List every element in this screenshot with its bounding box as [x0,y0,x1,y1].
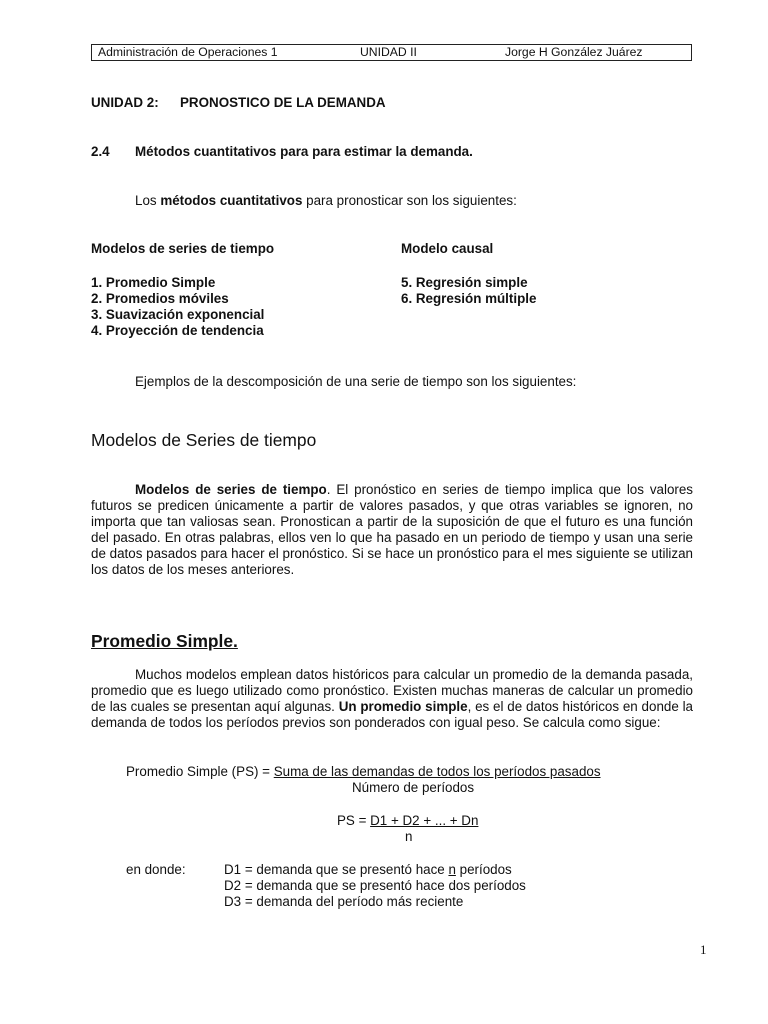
list-item: 6. Regresión múltiple [401,291,537,306]
list-item: 2. Promedios móviles [91,291,229,306]
section-number: 2.4 [91,144,110,159]
list-item: 4. Proyección de tendencia [91,323,264,338]
definition-d2: D2 = demanda que se presentó hace dos períodos [224,878,526,893]
formula2-denominator: n [405,829,413,844]
series-heading: Modelos de Series de tiempo [91,430,317,450]
formula1-denominator: Número de períodos [352,780,475,795]
list-item: 1. Promedio Simple [91,275,216,290]
intro-text: Los métodos cuantitativos para pronosticar son los siguientes: [135,193,517,208]
page-header [91,44,692,61]
col2-heading: Modelo causal [401,241,494,256]
examples-line: Ejemplos de la descomposición de una serie de tiempo son los siguientes: [135,374,577,389]
where-label: en donde: [126,862,186,877]
series-paragraph: Modelos de series de tiempo. El pronóstico en series de tiempo implica que los valores futuros se predicen únicamente a partir de valores pasados, y que otras variables se ignoren, no importa que tan valiosas sean. Pronostican a partir de la suposición de que el futuro es una función del pasado. En otras palabras, ellos ven lo que ha pasado en un periodo de tiempo y usan una serie de datos pasados para hacer el pronóstico. Si se hace un pronóstico para el mes siguiente se utilizan los datos de los meses anteriores. [91,482,694,577]
unit-label: UNIDAD 2: [91,95,159,110]
intro-bold: métodos cuantitativos [160,193,303,208]
list-item: 3. Suavización exponencial [91,307,265,322]
page-number: 1 [700,942,707,957]
simple-paragraph: Muchos modelos emplean datos históricos para calcular un promedio de la demanda pasada, promedio que es luego utilizado como pronóstico. Existen muchas maneras de calcular un promedio de las cuales se presentan aquí algunas. Un promedio simple, es el de datos históricos en donde la demanda de todos los períodos previos son ponderados con igual peso. Se calcula como sigue: [91,667,694,730]
formula2-numerator: D1 + D2 + ... + Dn [370,813,479,828]
formula-simple-average: Promedio Simple (PS) = Suma de las demandas de todos los períodos pasados [126,764,601,779]
unit-title: PRONOSTICO DE LA DEMANDA [180,95,386,110]
method-list-causal [401,275,536,307]
list-item: 5. Regresión simple [401,275,528,290]
method-list-time-series [91,275,264,339]
col1-heading: Modelos de series de tiempo [91,241,275,256]
header-author: Jorge H González Juárez [505,45,643,59]
formula1-numerator: Suma de las demandas de todos los períodos pasados [273,764,601,779]
header-unit: UNIDAD II [360,45,417,59]
section-title: Métodos cuantitativos para para estimar la demanda. [135,144,473,159]
definition-d1: D1 = demanda que se presentó hace n períodos [224,862,512,877]
header-course: Administración de Operaciones 1 [98,45,278,59]
simple-heading: Promedio Simple. [91,631,238,651]
definition-d3: D3 = demanda del período más reciente [224,894,464,909]
formula-ps: PS = D1 + D2 + ... + Dn [337,813,479,828]
